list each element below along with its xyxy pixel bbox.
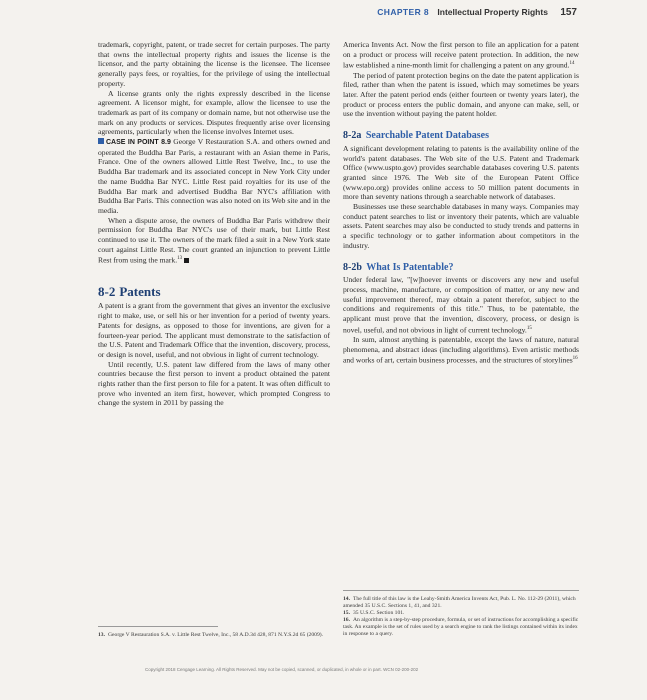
- footnote-text: An algorithm is a step-by-step procedure, formula, or set of instructions for accomplishing a specific task. An example is the set of rules used by a search engine to rank the listings contained within its index in response to a query.: [343, 617, 579, 637]
- paragraph: A license grants only the rights expressly described in the license agreement. A licensor might, for example, allow the licensee to use the trademark as part of its company or domain name, but not otherwise use the mark on any products or services. Disputes frequently arise over licensing agreements, particularly when the license involves Internet uses.: [98, 88, 330, 137]
- footnote-text: 35 U.S.C. Section 101.: [353, 610, 405, 616]
- paragraph-text: America Invents Act. Now the first person to file an application for a patent on a product or process will receive patent protection. In addition, the new law established a nine-month limit for challenging a patent on any ground.: [343, 40, 579, 70]
- footnote-divider: [343, 590, 579, 591]
- footnote-14: [343, 596, 579, 610]
- case-text: George V Restauration S.A. and others owned and operated the Buddha Bar Paris, a restaurant with an Asian theme in Paris, France. One of the owners allowed Little Rest Twelve, Inc., to use the Buddha Bar trademark and its associated concept in New York City under the name Buddha Bar NYC. Little Rest paid royalties for its use of the Buddha Bar mark and advertised Buddha Bar NYC's affiliation with Buddha Bar Paris. This connection was also noted on its Web site and in the media.: [98, 137, 331, 215]
- footnote-number: 16.: [343, 617, 350, 623]
- footnote-text: George V Restauration S.A. v. Little Rest Twelve, Inc., 58 A.D.3d 428, 871 N.Y.S.2d 65 (2009).: [108, 632, 324, 638]
- footnote-13: [98, 632, 330, 639]
- footnote-text: The full title of this law is the Leahy-Smith America Invents Act, Pub. L. No. 112-29 (2011), which amended 35 U.S.C. Sections 1, 41, and 321.: [343, 596, 576, 609]
- paragraph: [343, 275, 579, 335]
- case-marker-icon: [98, 138, 104, 144]
- copyright-notice: Copyright 2018 Cengage Learning. All Rights Reserved. May not be copied, scanned, or duplicated, in whole or in part. WCN 02-200-202: [145, 667, 419, 672]
- subsection-title: What Is Patentable?: [366, 261, 454, 273]
- running-title: Intellectual Property Rights: [437, 7, 548, 17]
- footnote-number: 14.: [343, 596, 350, 602]
- paragraph: Businesses use these searchable databases in many ways. Companies may conduct patent searches to list or inventory their patents, which are valuable assets. Patent searches may also be conducted to study trends and patterns in a specific technology or to gather information about competitors in the industry.: [343, 202, 579, 250]
- chapter-label: CHAPTER 8: [377, 7, 430, 17]
- paragraph-text: In sum, almost anything is patentable, except the laws of nature, natural phenomena, and abstract ideas (including algorithms). Even artistic methods and works of art, certain business processes, and the structures of storylines: [343, 335, 579, 365]
- footnote-ref[interactable]: 16: [572, 356, 578, 362]
- footnote-15: [343, 610, 579, 617]
- section-title: Patents: [119, 283, 161, 299]
- subsection-heading-databases: [343, 131, 579, 141]
- paragraph: [343, 335, 579, 366]
- paragraph: A patent is a grant from the government that gives an inventor the exclusive right to make, use, or sell his or her invention for a period of twenty years. Patents for designs, as opposed to those for inventions, are given for a fourteen-year period. The applicant must demonstrate to the satisfaction of the U.S. Patent and Trademark Office that the invention, discovery, process, or design is novel, useful, and not obvious in light of current technology.: [98, 301, 330, 359]
- paragraph: Until recently, U.S. patent law differed from the laws of many other countries because the first person to invent a product obtained the patent rights rather than the first person to file for a patent. It was often difficult to prove who invented an item first, however, which prompted Congress to change the system in 2011 by passing the: [98, 359, 330, 408]
- paragraph-text: When a dispute arose, the owners of Buddha Bar Paris withdrew their permission for Buddha Bar NYC's use of their mark, but Little Rest continued to use it. The owners of the mark filed a suit in a New York state court against Little Rest. The court granted an injunction to prevent Little Rest from using the mark.: [98, 215, 330, 265]
- footnote-number: 13.: [98, 632, 105, 638]
- paragraph: A significant development relating to patents is the availability online of the world's patent databases. The Web site of the U.S. Patent and Trademark Office (www.uspto.gov) provides searchable databases covering U.S. patents granted since 1976. The Web site of the European Patent Office (www.epo.org) provides online access to 50 million patent documents in more than seventy nations through a searchable network of databases.: [343, 143, 579, 202]
- footnote-16: [343, 617, 579, 638]
- paragraph: [343, 40, 579, 71]
- subsection-number: 8-2a: [343, 130, 362, 142]
- paragraph: [98, 216, 330, 266]
- paragraph-text: Under federal law, "[w]hoever invents or discovers any new and useful process, machine, manufacture, or composition of matter, or any new and useful improvement thereof, may obtain a patent therefor, subject to the conditions and requirements of this title." Thus, to be patentable, the applicant must prove that the invention, discovery, process, or design is novel, useful, and not obvious in light of current technology.: [343, 275, 579, 335]
- section-heading: [98, 283, 330, 299]
- footnote-ref[interactable]: 13: [177, 256, 183, 262]
- case-label: CASE IN POINT 8.9: [106, 139, 171, 147]
- footnote-ref[interactable]: 14: [569, 61, 575, 67]
- subsection-heading-patentable: [343, 263, 579, 273]
- footnote-divider: [98, 626, 218, 627]
- right-column: [343, 40, 579, 366]
- footnote-number: 15.: [343, 610, 350, 616]
- left-column: [98, 40, 330, 408]
- paragraph: The period of patent protection begins on the date the patent application is filed, rather than when the patent is issued, which may sometimes be years later. After the patent period ends (either fourteen or twenty years later), the product or process enters the public domain, and anyone can make, sell, or use the invention without paying the patent holder.: [343, 70, 579, 119]
- footnote-ref[interactable]: 15: [526, 325, 532, 331]
- section-number: 8-2: [98, 283, 116, 299]
- case-in-point: [98, 137, 330, 216]
- page-header: [377, 7, 577, 18]
- right-footnotes: [343, 596, 579, 638]
- subsection-number: 8-2b: [343, 261, 362, 273]
- subsection-title: Searchable Patent Databases: [365, 130, 489, 142]
- case-end-icon: [184, 258, 189, 263]
- page-number: 157: [560, 7, 577, 18]
- paragraph: trademark, copyright, patent, or trade secret for certain purposes. The party that owns the intellectual property rights and issues the license is the licensor, and the party obtaining the license is the licensee. The licensee generally pays fees, or royalties, for the privilege of using the intellectual property.: [98, 40, 330, 88]
